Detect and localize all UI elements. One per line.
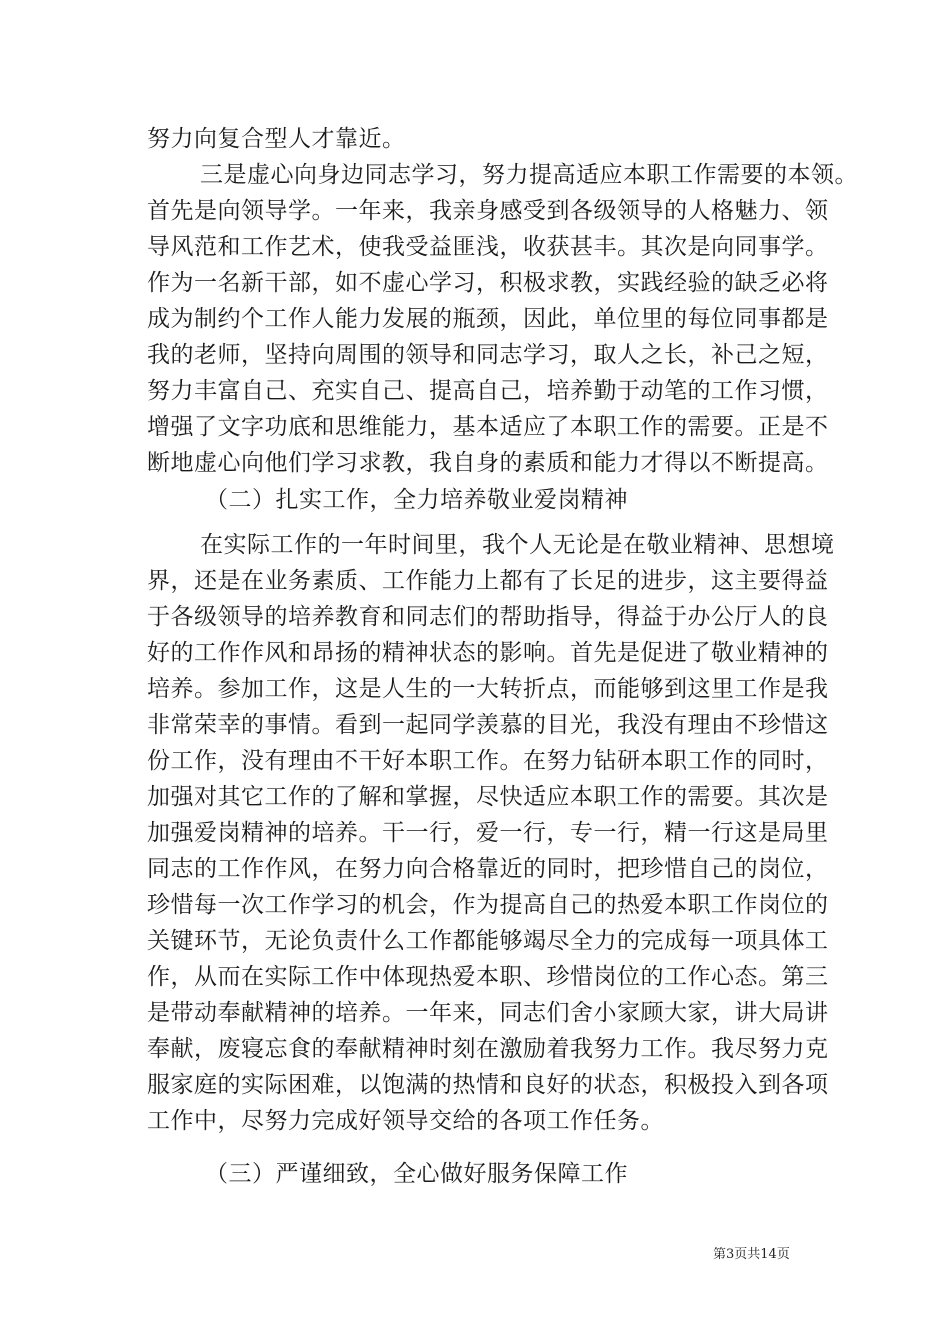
body-text-line: 首先是向领导学。一年来，我亲身感受到各级领导的人格魅力、领 — [147, 198, 829, 224]
paragraph-start-line: 三是虚心向身边同志学习，努力提高适应本职工作需要的本领。 — [200, 162, 858, 188]
body-text-line: 成为制约个工作人能力发展的瓶颈，因此，单位里的每位同事都是 — [147, 306, 829, 332]
body-text-line: 于各级领导的培养教育和同志们的帮助指导，得益于办公厅人的良 — [147, 604, 829, 630]
body-text-line: 好的工作作风和昂扬的精神状态的影响。首先是促进了敬业精神的 — [147, 640, 829, 666]
body-text-line: 工作中，尽努力完成好领导交给的各项工作任务。 — [147, 1108, 664, 1134]
body-text-line: 努力丰富自己、充实自己、提高自己，培养勤于动笔的工作习惯， — [147, 378, 829, 404]
body-text-line: 作，从而在实际工作中体现热爱本职、珍惜岗位的工作心态。第三 — [147, 964, 829, 990]
body-text-line: 加强对其它工作的了解和掌握，尽快适应本职工作的需要。其次是 — [147, 784, 829, 810]
body-text-line: 导风范和工作艺术，使我受益匪浅，收获甚丰。其次是向同事学。 — [147, 234, 829, 260]
body-text-line: 珍惜每一次工作学习的机会，作为提高自己的热爱本职工作岗位的 — [147, 892, 829, 918]
body-text-line: 奉献，废寝忘食的奉献精神时刻在激励着我努力工作。我尽努力克 — [147, 1036, 829, 1062]
body-text-line: 同志的工作作风，在努力向合格靠近的同时，把珍惜自己的岗位， — [147, 856, 829, 882]
body-text-line: 关键环节，无论负责什么工作都能够竭尽全力的完成每一项具体工 — [147, 928, 829, 954]
body-text-line: 界，还是在业务素质、工作能力上都有了长足的进步，这主要得益 — [147, 568, 829, 594]
body-text-line: 增强了文字功底和思维能力，基本适应了本职工作的需要。正是不 — [147, 414, 829, 440]
body-text-line: 培养。参加工作，这是人生的一大转折点，而能够到这里工作是我 — [147, 676, 829, 702]
body-text-line: 我的老师，坚持向周围的领导和同志学习，取人之长，补己之短， — [147, 342, 829, 368]
section-heading: （三）严谨细致，全心做好服务保障工作 — [205, 1161, 628, 1187]
body-text-line: 份工作，没有理由不干好本职工作。在努力钻研本职工作的同时， — [147, 748, 829, 774]
body-text-line: 努力向复合型人才靠近。 — [147, 126, 406, 152]
paragraph-start-line: 在实际工作的一年时间里，我个人无论是在敬业精神、思想境 — [200, 532, 835, 558]
page-number: 第3页共14页 — [713, 1247, 790, 1262]
body-text-line: 作为一名新干部，如不虚心学习，积极求教，实践经验的缺乏必将 — [147, 270, 829, 296]
body-text-line: 服家庭的实际困难，以饱满的热情和良好的状态，积极投入到各项 — [147, 1072, 829, 1098]
body-text-line: 加强爱岗精神的培养。干一行，爱一行，专一行，精一行这是局里 — [147, 820, 829, 846]
body-text-line: 非常荣幸的事情。看到一起同学羡慕的目光，我没有理由不珍惜这 — [147, 712, 829, 738]
body-text-line: 断地虚心向他们学习求教，我自身的素质和能力才得以不断提高。 — [147, 450, 829, 476]
section-heading: （二）扎实工作，全力培养敬业爱岗精神 — [205, 487, 628, 513]
body-text-line: 是带动奉献精神的培养。一年来，同志们舍小家顾大家，讲大局讲 — [147, 1000, 829, 1026]
